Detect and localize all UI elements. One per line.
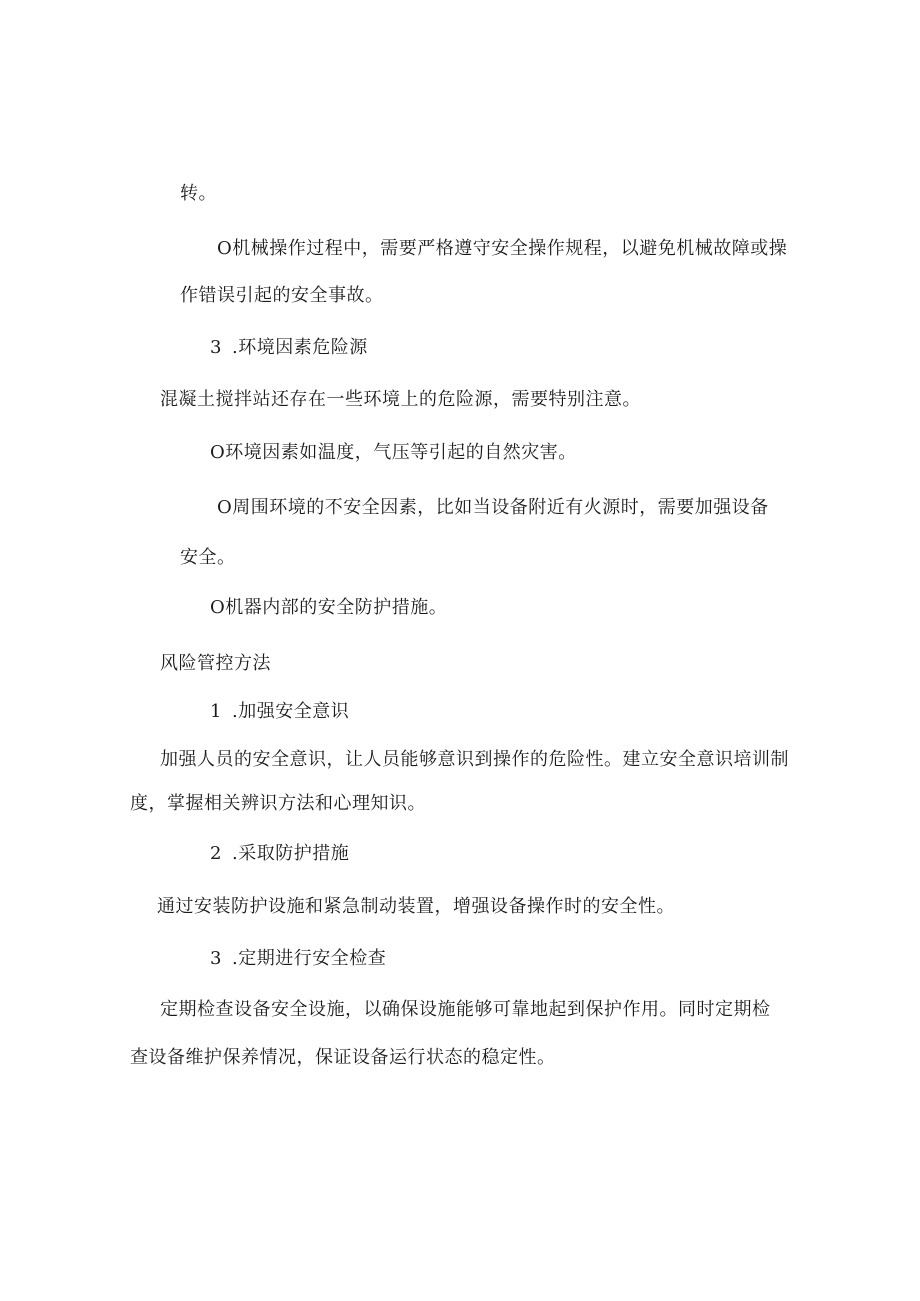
- heading-number: 1: [210, 701, 222, 722]
- section-title-risk-control: 风险管控方法: [160, 653, 271, 674]
- paragraph-line: 查设备维护保养情况，保证设备运行状态的稳定性。: [130, 1047, 556, 1068]
- paragraph-line: 作错误引起的安全事故。: [180, 285, 384, 306]
- heading-number: 3: [210, 337, 222, 358]
- paragraph-line: 度，掌握相关辨识方法和心理知识。: [130, 793, 426, 814]
- heading-text: .定期进行安全检查: [232, 948, 387, 969]
- section-heading-protective-measures: [210, 842, 349, 866]
- section-heading-safety-awareness: [210, 700, 349, 724]
- paragraph-line: 加强人员的安全意识，让人员能够意识到操作的危险性。建立安全意识培训制: [160, 749, 789, 770]
- section-heading-safety-inspection: [210, 947, 386, 971]
- heading-text: .采取防护措施: [232, 843, 350, 864]
- heading-text: .环境因素危险源: [232, 337, 368, 358]
- heading-text: .加强安全意识: [232, 701, 350, 722]
- bullet-item-internal-protection: O机器内部的安全防护措施。: [210, 597, 448, 618]
- bullet-item-machine-operation: O机械操作过程中，需要严格遵守安全操作规程，以避免机械故障或操: [217, 238, 788, 259]
- paragraph-line: 转。: [180, 183, 217, 204]
- paragraph-line: 混凝土搅拌站还存在一些环境上的危险源，需要特别注意。: [160, 389, 641, 410]
- bullet-item-natural-disaster: O环境因素如温度，气压等引起的自然灾害。: [210, 442, 577, 463]
- heading-number: 2: [210, 843, 222, 864]
- paragraph-line: 定期检查设备安全设施，以确保设施能够可靠地起到保护作用。同时定期检: [160, 999, 771, 1020]
- bullet-item-surroundings: O周围环境的不安全因素，比如当设备附近有火源时，需要加强设备: [217, 497, 769, 518]
- paragraph-line: 安全。: [180, 547, 236, 568]
- heading-number: 3: [210, 948, 222, 969]
- paragraph-line: 通过安装防护设施和紧急制动装置，增强设备操作时的安全性。: [157, 896, 675, 917]
- section-heading-environment: [210, 336, 368, 360]
